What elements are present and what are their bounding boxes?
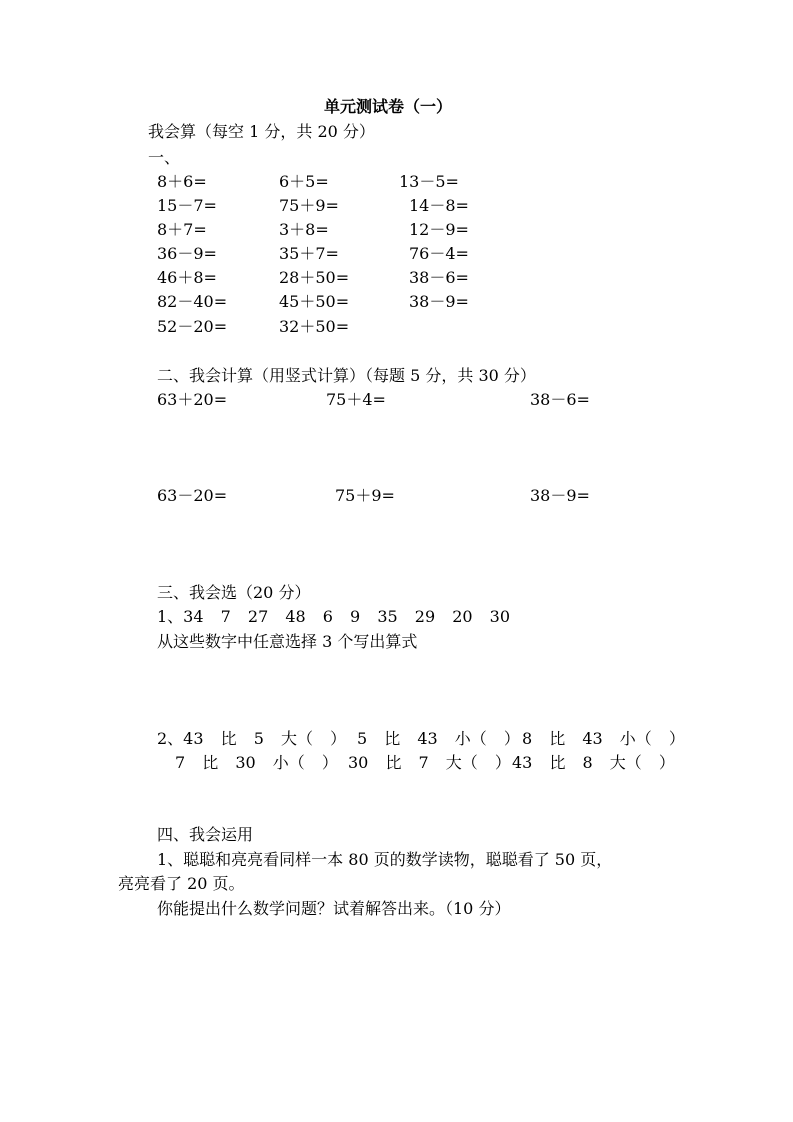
section1-label: 一、 [148,148,181,167]
page-title: 单元测试卷（一） [324,97,453,116]
calc-item: 75＋9= [279,196,339,215]
calc-item: 38－9= [409,292,469,311]
calc-item: 12－9= [409,220,469,239]
vertical-calc-item: 38－9= [530,486,590,505]
calc-item: 14－8= [409,196,469,215]
word-problem-line: 亮亮看了 20 页。 [118,874,245,893]
calc-item: 6＋5= [279,172,329,191]
calc-item: 46＋8= [157,268,217,287]
calc-item: 82－40= [157,292,228,311]
calc-item: 15－7= [157,196,217,215]
section2-heading: 二、我会计算（用竖式计算）（每题 5 分，共 30 分） [157,366,536,385]
calc-item: 52－20= [157,317,228,336]
calc-item: 13－5= [399,172,459,191]
vertical-calc-item: 38－6= [530,390,590,409]
section4-heading: 四、我会运用 [157,825,254,844]
calc-item: 76－4= [409,244,469,263]
calc-item: 36－9= [157,244,217,263]
calc-item: 32＋50= [279,317,350,336]
compare-item: 30 比 7 大（ ） [348,753,511,772]
vertical-calc-item: 75＋4= [326,390,386,409]
calc-item: 28＋50= [279,268,350,287]
vertical-calc-item: 63－20= [157,486,228,505]
compare-item: 7 比 30 小（ ） [175,753,338,772]
calc-item: 8＋7= [157,220,207,239]
intro-line: 我会算（每空 1 分，共 20 分） [148,122,375,141]
calc-item: 3＋8= [279,220,329,239]
word-problem-line: 1、聪聪和亮亮看同样一本 80 页的数学读物，聪聪看了 50 页， [157,850,613,869]
calc-item: 8＋6= [157,172,207,191]
calc-item: 45＋50= [279,292,350,311]
word-problem-line: 你能提出什么数学问题？试着解答出来。（10 分） [157,899,511,918]
compare-item: 2、43 比 5 大（ ） [157,729,347,748]
vertical-calc-item: 75＋9= [335,486,395,505]
compare-item: 8 比 43 小（ ） [522,729,685,748]
compare-item: 5 比 43 小（ ） [357,729,520,748]
choose-instruction: 从这些数字中任意选择 3 个写出算式 [157,632,418,651]
calc-item: 38－6= [409,268,469,287]
calc-item: 35＋7= [279,244,339,263]
section3-heading: 三、我会选（20 分） [157,583,311,602]
vertical-calc-item: 63＋20= [157,390,228,409]
number-list: 1、34 7 27 48 6 9 35 29 20 30 [157,607,511,626]
compare-item: 43 比 8 大（ ） [512,753,675,772]
